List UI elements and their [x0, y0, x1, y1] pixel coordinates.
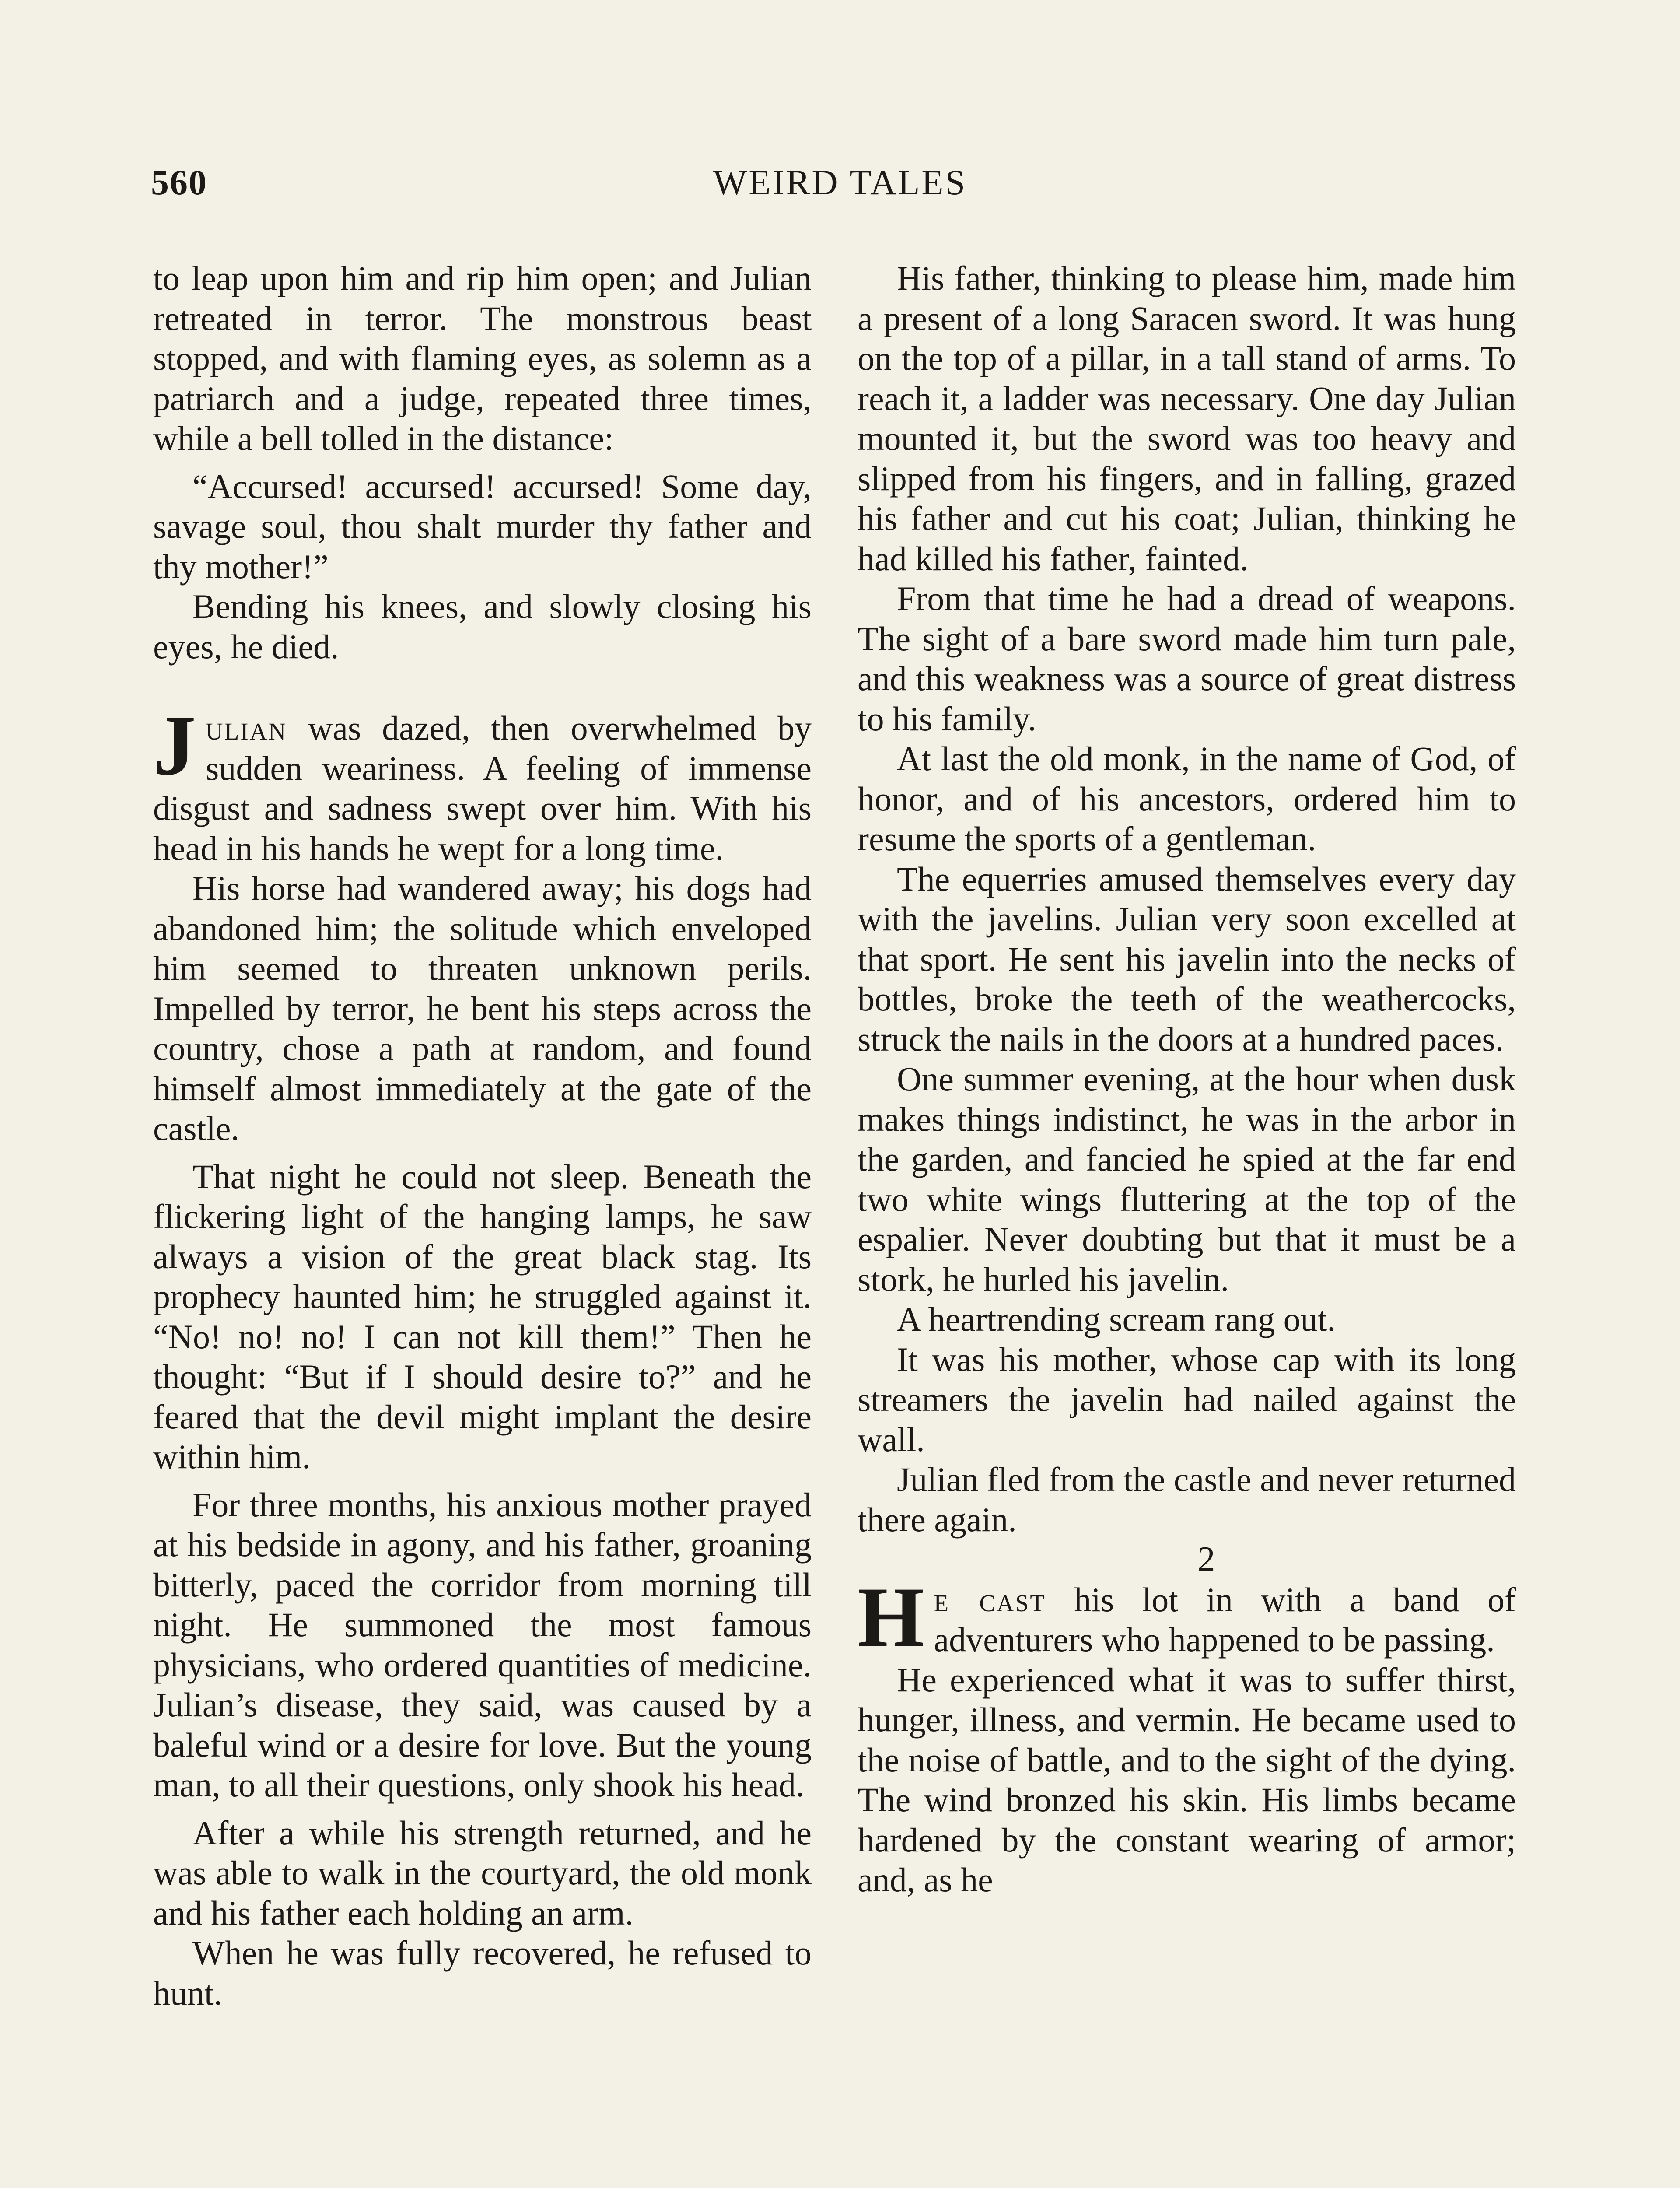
paragraph: One summer evening, at the hour when dusk makes things indistinct, he was in the arbor in the garden, and fancied he spied at the far end two white wings fluttering at the top of the espalier. Never doubting but that it must be a stork, he hurled his javelin. [858, 1060, 1516, 1298]
paragraph: At last the old monk, in the name of God, of honor, and of his ancestors, ordered him to resume the sports of a gentleman. [858, 740, 1516, 858]
section-number: 2 [1197, 1540, 1215, 1578]
paragraph [153, 698, 812, 868]
paragraph-text: was dazed, then overwhelmed by sudden weariness. A feeling of immense disgust and sadness swept over him. With his head in his hands he wept for a long time. [153, 709, 812, 867]
paragraph: His horse had wandered away; his dogs had abandoned him; the solitude which enveloped him seemed to threaten unknown perils. Impelled by terror, he bent his steps across the country, chose a path at random, and found himself almost immediately at the gate of the castle. [153, 869, 812, 1147]
page-number: 560 [151, 162, 207, 202]
small-caps-lead: e cast [934, 1580, 1046, 1619]
left-column [153, 258, 812, 2013]
paragraph: Julian fled from the castle and never returned there again. [858, 1460, 1516, 1539]
paragraph: For three months, his anxious mother prayed at his bedside in agony, and his father, groaning bitterly, paced the corridor from morning till night. He summoned the most famous physicians, who ordered quantities of medicine. Julian’s disease, they said, was caused by a baleful wind or a desire for love. But the young man, to all their questions, only shook his head. [153, 1485, 812, 1804]
right-column [858, 258, 1516, 1900]
paragraph: After a while his strength returned, and he was able to walk in the courtyard, the old monk and his father each holding an arm. [153, 1813, 812, 1932]
drop-cap: J [153, 698, 196, 793]
paragraph: to leap upon him and rip him open; and Julian retreated in terror. The monstrous beast stopped, and with flaming eyes, as solemn as a patriarch and a judge, repeated three times, while a bell tolled in the distance: [153, 259, 812, 457]
paragraph: Bending his knees, and slowly closing his eyes, he died. [153, 587, 812, 666]
small-caps-lead: ulian [206, 709, 287, 747]
running-title: WEIRD TALES [713, 162, 967, 202]
paragraph-text: his lot in with a band of adventurers who happened to be passing. [934, 1580, 1516, 1659]
paragraph: From that time he had a dread of weapons. The sight of a bare sword made him turn pale, and this weakness was a source of great distress to his family. [858, 579, 1516, 738]
paragraph: The equerries amused themselves every day with the javelins. Julian very soon excelled at that sport. He sent his javelin into the necks of bottles, broke the teeth of the weathercocks, struck the nails in the doors at a hundred paces. [858, 859, 1516, 1058]
paragraph: “Accursed! accursed! accursed! Some day, savage soul, thou shalt murder thy father and thy mother!” [153, 467, 812, 586]
paragraph: His father, thinking to please him, made him a present of a long Saracen sword. It was hung on the top of a pillar, in a tall stand of arms. To reach it, a ladder was necessary. One day Julian mounted it, but the sword was too heavy and slipped from his fingers, and in falling, grazed his father and cut his coat; Julian, thinking he had killed his father, fainted. [858, 259, 1516, 578]
drop-cap: H [858, 1569, 924, 1665]
page-header [151, 162, 1529, 210]
paragraph: A heartrending scream rang out. [897, 1300, 1336, 1338]
paragraph: He experienced what it was to suffer thirst, hunger, illness, and vermin. He became used to the noise of battle, and to the sight of the dying. The wind bronzed his skin. His limbs became hardened by the constant wearing of armor; and, as he [858, 1660, 1516, 1899]
paragraph: That night he could not sleep. Beneath the flickering light of the hanging lamps, he saw always a vision of the great black stag. Its prophecy haunted him; he struggled against it. “No! no! no! I can not kill them!” Then he thought: “But if I should desire to?” and he feared that the devil might implant the desire within him. [153, 1157, 812, 1476]
paragraph: When he was fully recovered, he refused to hunt. [153, 1934, 812, 2012]
paragraph [858, 1569, 1516, 1665]
paragraph: It was his mother, whose cap with its long streamers the javelin had nailed against the wall. [858, 1340, 1516, 1459]
